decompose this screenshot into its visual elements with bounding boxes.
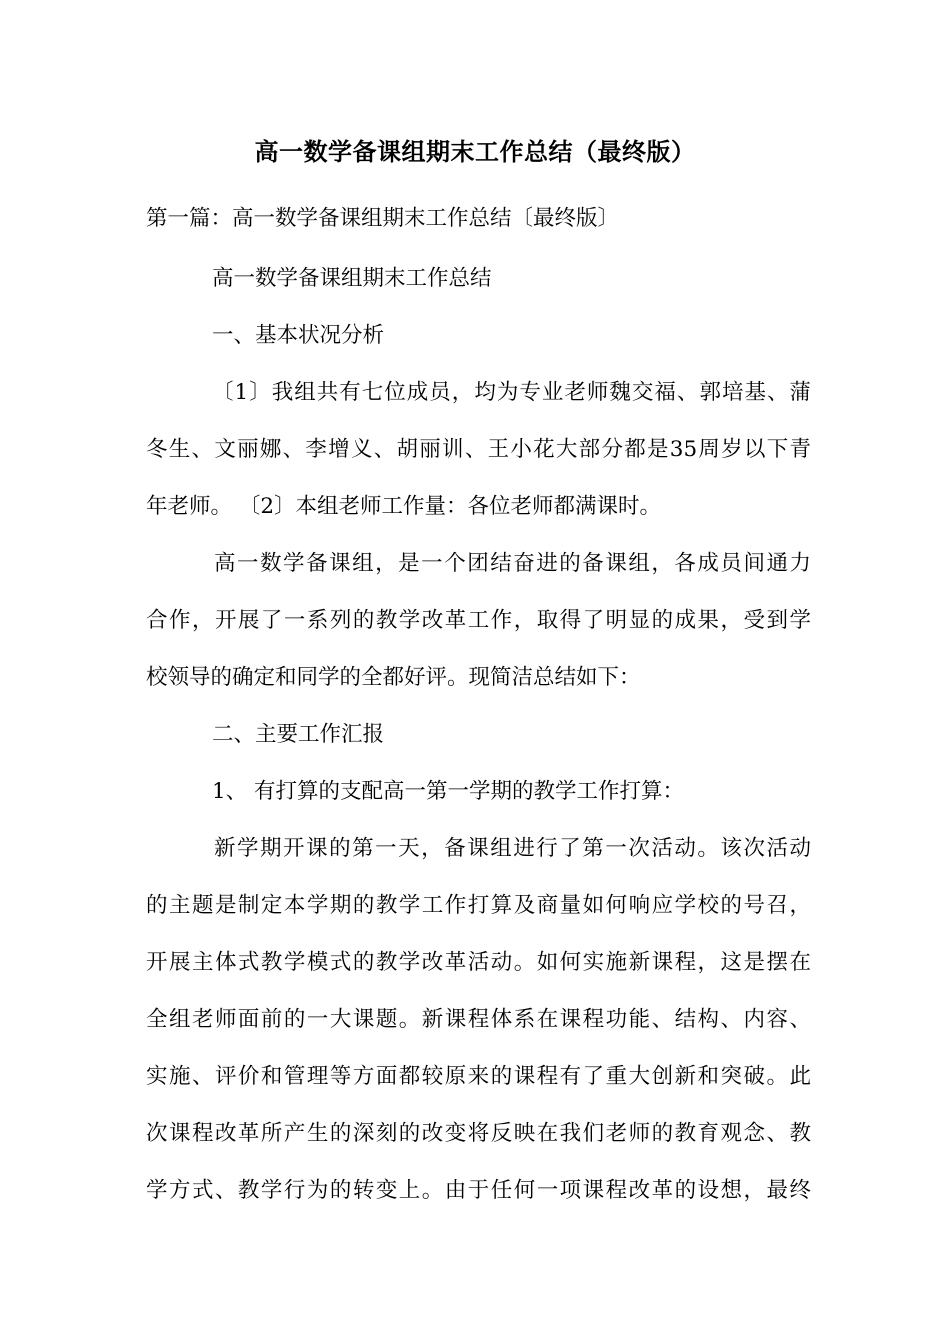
paragraph-line: 冬生、文丽娜、李增义、胡丽训、王小花大部分都是35周岁以下青 xyxy=(146,437,811,462)
paragraph-line: 年老师。 〔2〕本组老师工作量：各位老师都满课时。 xyxy=(146,494,662,519)
paragraph-line: 新学期开课的第一天，备课组进行了第一次活动。该次活动 xyxy=(214,836,811,861)
paragraph-line: 的主题是制定本学期的教学工作打算及商量如何响应学校的号召， xyxy=(146,893,811,918)
paragraph-line: 开展主体式教学模式的教学改革活动。如何实施新课程，这是摆在 xyxy=(146,950,811,975)
paragraph-line: 高一数学备课组，是一个团结奋进的备课组，各成员间通力 xyxy=(214,551,811,576)
subtitle: 高一数学备课组期末工作总结 xyxy=(212,266,492,291)
section-heading: 第一篇：高一数学备课组期末工作总结〔最终版〕 xyxy=(146,206,620,231)
paragraph-line: 次课程改革所产生的深刻的改变将反映在我们老师的教育观念、教 xyxy=(146,1121,811,1146)
heading-main-work: 二、主要工作汇报 xyxy=(212,722,385,747)
heading-basic-analysis: 一、基本状况分析 xyxy=(212,323,385,348)
paragraph-line: 学方式、教学行为的转变上。由于任何一项课程改革的设想，最终 xyxy=(146,1178,811,1203)
paragraph-line: 合作，开展了一系列的教学改革工作，取得了明显的成果，受到学 xyxy=(146,608,811,633)
paragraph-line: 校领导的确定和同学的全都好评。现简洁总结如下： xyxy=(146,665,641,690)
paragraph-line: 全组老师面前的一大课题。新课程体系在课程功能、结构、内容、 xyxy=(146,1007,811,1032)
list-item-heading: 1、 有打算的支配高一第一学期的教学工作打算： xyxy=(212,779,685,804)
paragraph-line: 〔1〕我组共有七位成员，均为专业老师魏交福、郭培基、蒲 xyxy=(212,380,811,405)
document-title: 高一数学备课组期末工作总结（最终版） xyxy=(254,137,696,166)
paragraph-line: 实施、评价和管理等方面都较原来的课程有了重大创新和突破。此 xyxy=(146,1064,811,1089)
